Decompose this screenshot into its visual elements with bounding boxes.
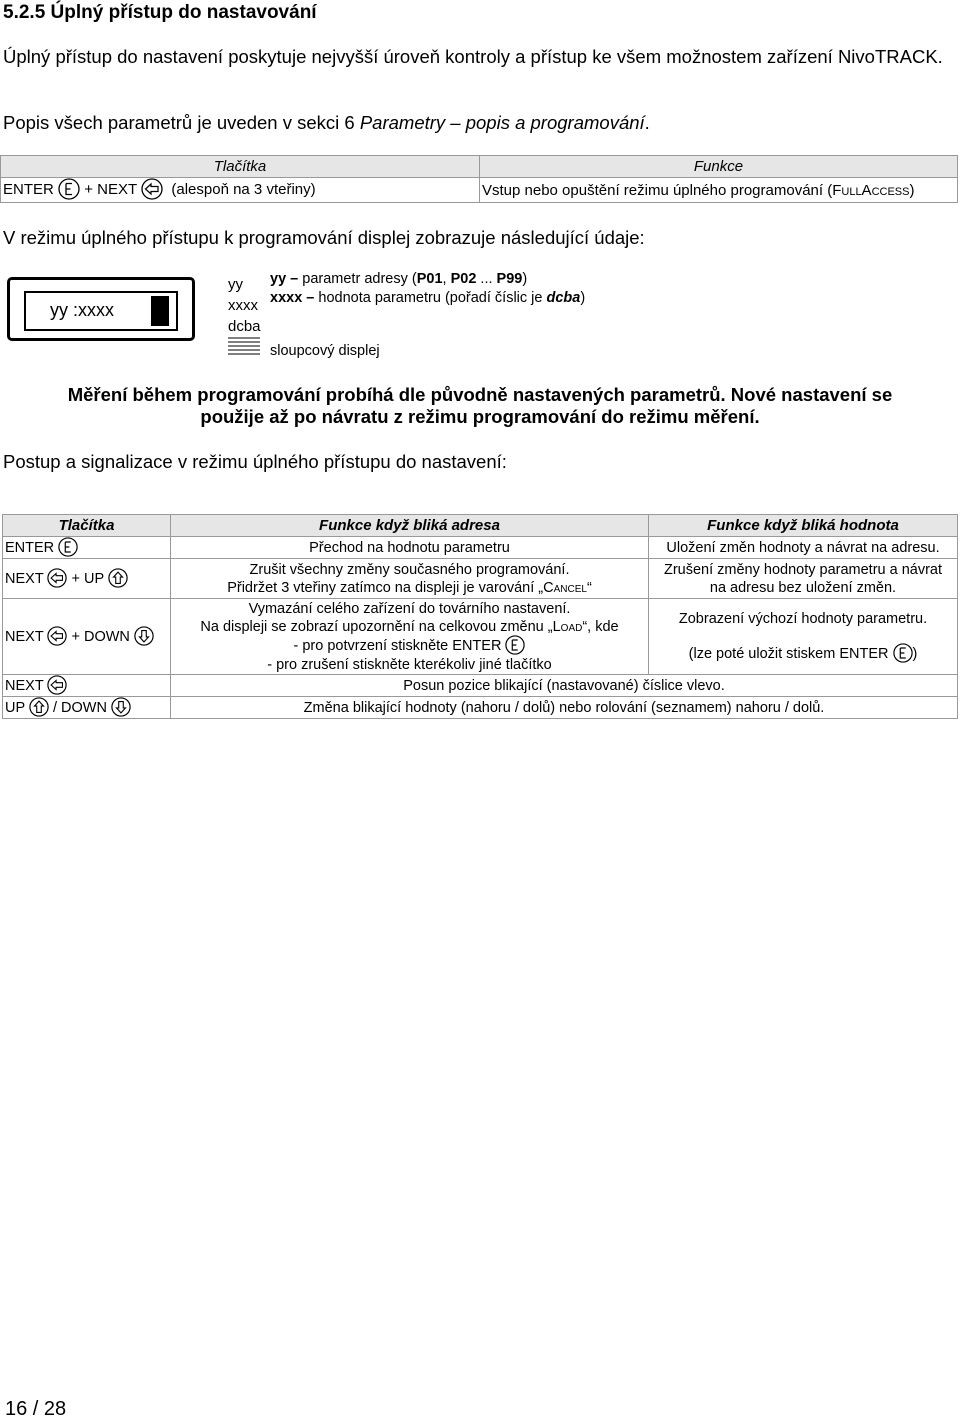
table-row: [3, 697, 958, 719]
address-cell: [171, 559, 649, 599]
table-row: [3, 537, 958, 559]
next-icon: [47, 675, 67, 695]
symbol-xxxx: xxxx: [228, 297, 258, 314]
next-label: + NEXT: [84, 180, 137, 198]
value-cell: [649, 599, 958, 675]
function-text: Vstup nebo opuštění režimu úplného programování (: [482, 181, 833, 199]
bargraph-symbol: [228, 337, 260, 355]
default-save-text: (lze poté uložit stiskem ENTER: [688, 645, 889, 662]
lcd-bargraph: [151, 296, 169, 326]
next-label: NEXT: [5, 677, 44, 694]
down-icon: [111, 697, 131, 717]
next-icon: [47, 626, 67, 646]
legend-xxxx-end: ): [580, 290, 586, 306]
function-cell: Změna blikající hodnoty (nahoru / dolů) nebo rolování (seznamem) nahoru / dolů.: [171, 697, 958, 719]
lcd-display: [7, 277, 195, 341]
cancel-value-line-2: na adresu bez uložení změn.: [709, 579, 897, 596]
buttons-cell: [3, 599, 171, 675]
up-icon: [108, 568, 128, 588]
cancel-value-line-1: Zrušení změny hodnoty parametru a návrat: [663, 561, 943, 578]
procedure-table: [2, 514, 958, 719]
cancel-line-2: [173, 579, 646, 597]
function-end: ): [909, 181, 915, 199]
legend-bargraph: sloupcový displej: [270, 343, 380, 359]
cancel-line-1: Zrušit všechny změny současného programování.: [249, 561, 570, 578]
lcd-text: yy :xxxx: [50, 300, 115, 320]
cancel-label: Cancel: [543, 579, 587, 596]
table-row: [3, 599, 958, 675]
reset-line-2: [173, 618, 646, 636]
legend-yy-end: ): [522, 271, 528, 287]
next-label: NEXT: [5, 628, 44, 645]
section-heading: 5.2.5 Úplný přístup do nastavování: [3, 2, 317, 23]
reference-link: Parametry – popis a programování: [359, 112, 645, 133]
reset-line-4: - pro zrušení stiskněte kterékoliv jiné tlačítko: [267, 656, 552, 673]
programming-note: [0, 384, 960, 428]
reference-paragraph: [3, 112, 650, 134]
load-label: Load: [552, 618, 583, 635]
value-cell: Uložení změn hodnoty a návrat na adresu.: [649, 537, 958, 559]
legend-p02: P02: [450, 271, 477, 287]
cancel-quote: “: [586, 579, 592, 596]
enter-label: ENTER: [3, 180, 54, 198]
procedure-intro: Postup a signalizace v režimu úplného přístupu do nastavení:: [3, 451, 507, 472]
up-label: + UP: [71, 570, 104, 587]
hold-note: (alespoň na 3 vteřiny): [171, 180, 316, 198]
buttons-cell: [3, 697, 171, 719]
fullaccess-label: FullAccess: [832, 181, 910, 199]
address-cell: [171, 599, 649, 675]
legend-p01: P01: [416, 271, 443, 287]
legend-xxxx-text: hodnota parametru (pořadí číslic je: [314, 290, 547, 306]
next-icon: [47, 568, 67, 588]
cancel-hold-text: Přidržet 3 vteřiny zatímco na displeji je varování „: [227, 579, 544, 596]
display-intro: V režimu úplného přístupu k programování displej zobrazuje následující údaje:: [3, 227, 645, 248]
function-cell: [480, 178, 958, 203]
buttons-cell: [3, 675, 171, 697]
reset-line-3: [173, 636, 646, 656]
enter-icon: [505, 635, 525, 655]
note-line-1: Měření během programování probíhá dle původně nastavených parametrů. Nové nastavení se: [67, 384, 893, 405]
down-label: / DOWN: [52, 699, 107, 716]
table-header-row: [3, 515, 958, 537]
col-header-function: Funkce: [480, 156, 958, 178]
note-line-2: použije až po návratu z režimu programování do režimu měření.: [200, 406, 760, 427]
legend-xxxx: [270, 290, 585, 306]
legend-xxxx-key: xxxx –: [270, 290, 315, 306]
reset-warning-text: Na displeji se zobrazí upozornění na celkovou změnu „: [200, 618, 553, 635]
reset-confirm-text: - pro potvrzení stiskněte ENTER: [293, 637, 502, 654]
legend-dcba: dcba: [546, 290, 581, 306]
legend-yy-text: parametr adresy (: [298, 271, 417, 287]
enter-icon: [893, 643, 913, 663]
table-header-row: [1, 156, 958, 178]
table-row: [1, 178, 958, 203]
function-cell: Posun pozice blikající (nastavované) číslice vlevo.: [171, 675, 958, 697]
table-row: [3, 675, 958, 697]
enter-icon: [58, 537, 78, 557]
symbol-dcba: dcba: [228, 318, 261, 335]
default-value-line-1: Zobrazení výchozí hodnoty parametru.: [678, 610, 928, 627]
next-icon: [141, 178, 163, 200]
table-row: [3, 559, 958, 599]
access-table: [0, 155, 958, 203]
symbol-yy: yy: [228, 276, 243, 293]
reset-where: “, kde: [582, 618, 619, 635]
col-header-value: Funkce když bliká hodnota: [649, 515, 958, 537]
intro-paragraph: Úplný přístup do nastavení poskytuje nejvyšší úroveň kontroly a přístup ke všem možnostem zařízení NivoTRACK.: [3, 46, 943, 67]
reference-text: Popis všech parametrů je uveden v sekci 6: [3, 112, 360, 133]
legend-yy: [270, 271, 527, 287]
reset-line-1: Vymazání celého zařízení do továrního nastavení.: [248, 600, 571, 617]
col-header-address: Funkce když bliká adresa: [171, 515, 649, 537]
buttons-cell: [1, 178, 480, 203]
legend-p99: P99: [496, 271, 523, 287]
down-label: + DOWN: [71, 628, 130, 645]
buttons-cell: [3, 559, 171, 599]
next-label: NEXT: [5, 570, 44, 587]
enter-label: ENTER: [5, 539, 55, 556]
address-cell: Přechod na hodnotu parametru: [171, 537, 649, 559]
legend-dots: ...: [476, 271, 497, 287]
value-cell: [649, 559, 958, 599]
legend-yy-key: yy –: [270, 271, 299, 287]
legend-sep: ,: [442, 271, 451, 287]
enter-icon: [58, 178, 80, 200]
buttons-cell: [3, 537, 171, 559]
col-header-buttons: Tlačítka: [1, 156, 480, 178]
default-value-line-2: [651, 644, 955, 664]
up-label: UP: [5, 699, 25, 716]
col-header-buttons: Tlačítka: [3, 515, 171, 537]
up-icon: [29, 697, 49, 717]
page-number: 16 / 28: [5, 1398, 67, 1420]
down-icon: [134, 626, 154, 646]
reference-end: .: [644, 112, 650, 133]
default-save-end: ): [912, 645, 918, 662]
